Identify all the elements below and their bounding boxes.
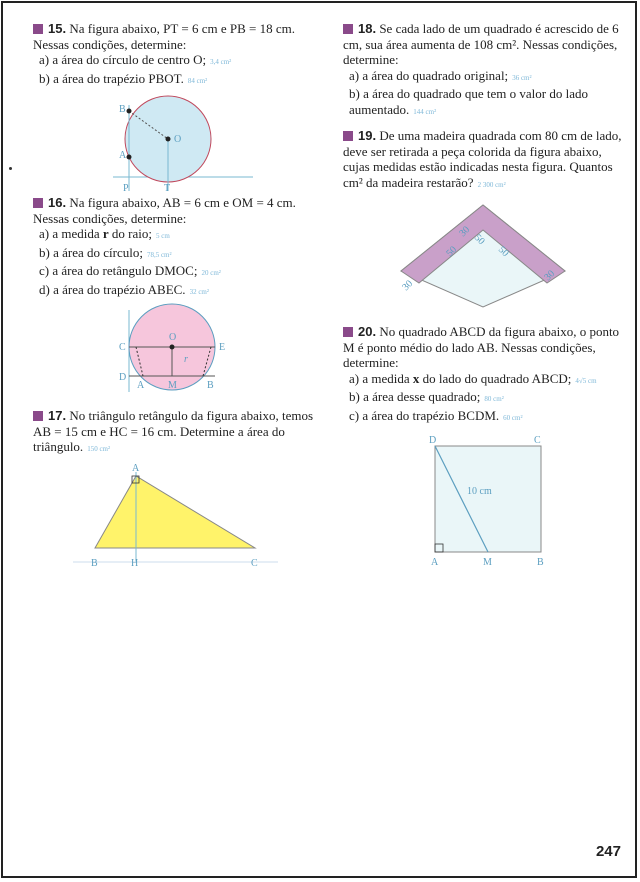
problem-18-statement [343,21,628,68]
label-h: H [131,557,139,569]
figure-16 [33,302,318,402]
problem-number: 20. [358,324,377,339]
statement-text: Se cada lado de um quadrado é acrescido de 6 cm, sua área aumenta de 108 cm². Nessas condições, determine: [343,21,619,67]
problem-marker-icon [343,131,353,141]
variable-r: r [102,226,109,241]
problem-number: 17. [48,408,67,423]
answer-hint: 78,5 cm² [146,250,172,259]
problem-marker-icon [33,411,43,421]
item-text: b) a área do círculo; [39,244,143,260]
label-o: O [169,332,177,343]
problem-16-statement [33,195,318,226]
item-b [343,86,628,120]
statement-text: No quadrado ABCD da figura abaixo, o ponto M é ponto médio do lado AB. Nessas condições, determine: [343,324,620,370]
label-c: C [251,557,258,569]
label-a: A [132,462,140,474]
right-column [343,21,628,574]
item-c [343,408,628,427]
measure-50: 50 [471,232,487,248]
item-a [33,52,318,71]
left-column [33,21,318,572]
statement-text: De uma madeira quadrada com 80 cm de lado, deve ser retirada a peça colorida da figura abaixo, cujas medidas estão indicadas nesta figura. Quantos cm² da madeira restarão? [343,128,622,190]
measure-30: 30 [542,268,558,284]
label-b: B [207,380,214,391]
problem-15 [33,21,318,89]
item-text: do lado do quadrado ABCD; [422,370,572,386]
problem-marker-icon [33,198,43,208]
item-text: a) a área do círculo de centro O; [39,52,207,67]
page-number: 247 [595,843,621,860]
label-a: A [137,380,145,391]
label-a: A [119,150,127,161]
square-abcd [435,446,541,552]
answer-hint: 60 cm² [503,413,523,422]
label-d: D [119,372,127,383]
label-o: O [174,134,182,145]
label-d: D [429,435,437,446]
item-text: d) a área do trapézio ABEC. [39,281,186,297]
item-b [33,71,318,90]
problem-20 [343,324,628,426]
answer-hint: 84 cm² [187,76,208,85]
figure-17 [33,462,318,572]
answer-hint: 2 300 cm² [477,180,506,189]
figure-20 [343,434,628,574]
measure-30: 30 [400,278,416,294]
item-d [33,282,318,301]
problem-16 [33,195,318,300]
label-length: 10 cm [467,486,492,497]
problem-18 [343,21,628,120]
point-a [127,155,132,160]
statement-text: Na figura abaixo, PT = 6 cm e PB = 18 cm. Nessas condições, determine: [33,21,295,52]
item-text: c) a área do retângulo DMOC; [39,263,198,278]
point-o [170,345,175,350]
margin-dot [9,167,12,170]
item-a [343,371,628,390]
label-b: B [91,557,98,569]
item-a [33,226,318,245]
problem-17-statement [33,408,318,458]
label-m: M [168,380,177,391]
label-t: T [164,183,171,194]
label-b: B [119,104,126,115]
problem-number: 19. [358,128,377,143]
item-text: b) a área desse quadrado; [349,389,481,404]
point-b [127,109,132,114]
problem-marker-icon [343,24,353,34]
item-b [343,389,628,408]
answer-hint: 80 cm² [484,395,504,403]
figure-19 [343,199,628,314]
item-b [33,245,318,264]
problem-number: 15. [48,21,67,36]
item-text: b) a área do quadrado que tem o valor do lado aumentado. [349,86,588,117]
answer-hint: 5 cm [156,232,170,240]
textbook-page [1,1,637,878]
problem-20-statement [343,324,628,371]
problem-number: 18. [358,21,377,36]
label-e: E [219,342,226,353]
statement-text: Na figura abaixo, AB = 6 cm e OM = 4 cm. Nessas condições, determine: [33,195,296,226]
answer-hint: 4√5 cm [575,376,597,385]
answer-hint: 150 cm² [87,445,111,453]
item-text: c) a área do trapézio BCDM. [349,407,500,423]
problem-number: 16. [48,195,67,210]
label-a: A [431,557,439,568]
measure-30: 30 [457,224,473,240]
measure-50: 50 [495,244,511,260]
problem-17 [33,408,318,458]
item-text: b) a área do trapézio PBOT. [39,70,184,86]
item-a [343,68,628,87]
label-p: P [123,183,129,194]
answer-hint: 20 cm² [201,269,221,277]
problem-marker-icon [343,327,353,337]
label-c: C [119,342,126,353]
problem-19 [343,128,628,193]
answer-hint: 36 cm² [512,73,532,82]
label-r: r [184,354,188,365]
item-text: a) a medida [349,370,410,386]
answer-hint: 144 cm² [413,107,437,116]
problem-15-statement [33,21,318,52]
measure-50: 50 [444,244,460,260]
figure-15 [33,95,318,195]
answer-hint: 32 cm² [189,287,209,296]
problem-19-statement [343,128,628,193]
label-c: C [534,435,541,446]
statement-text: No triângulo retângulo da figura abaixo, temos AB = 15 cm e HC = 16 cm. Determine a área do triângulo. [33,408,314,454]
triangle-abc [95,476,255,548]
label-b: B [537,557,544,568]
variable-x: x [412,370,420,386]
answer-hint: 3,4 cm² [210,58,232,66]
point-o [166,137,171,142]
item-text: do raio; [111,226,152,241]
item-c [33,263,318,282]
problem-marker-icon [33,24,43,34]
item-text: a) a medida [39,226,100,241]
label-m: M [483,557,492,568]
item-text: a) a área do quadrado original; [349,67,509,83]
